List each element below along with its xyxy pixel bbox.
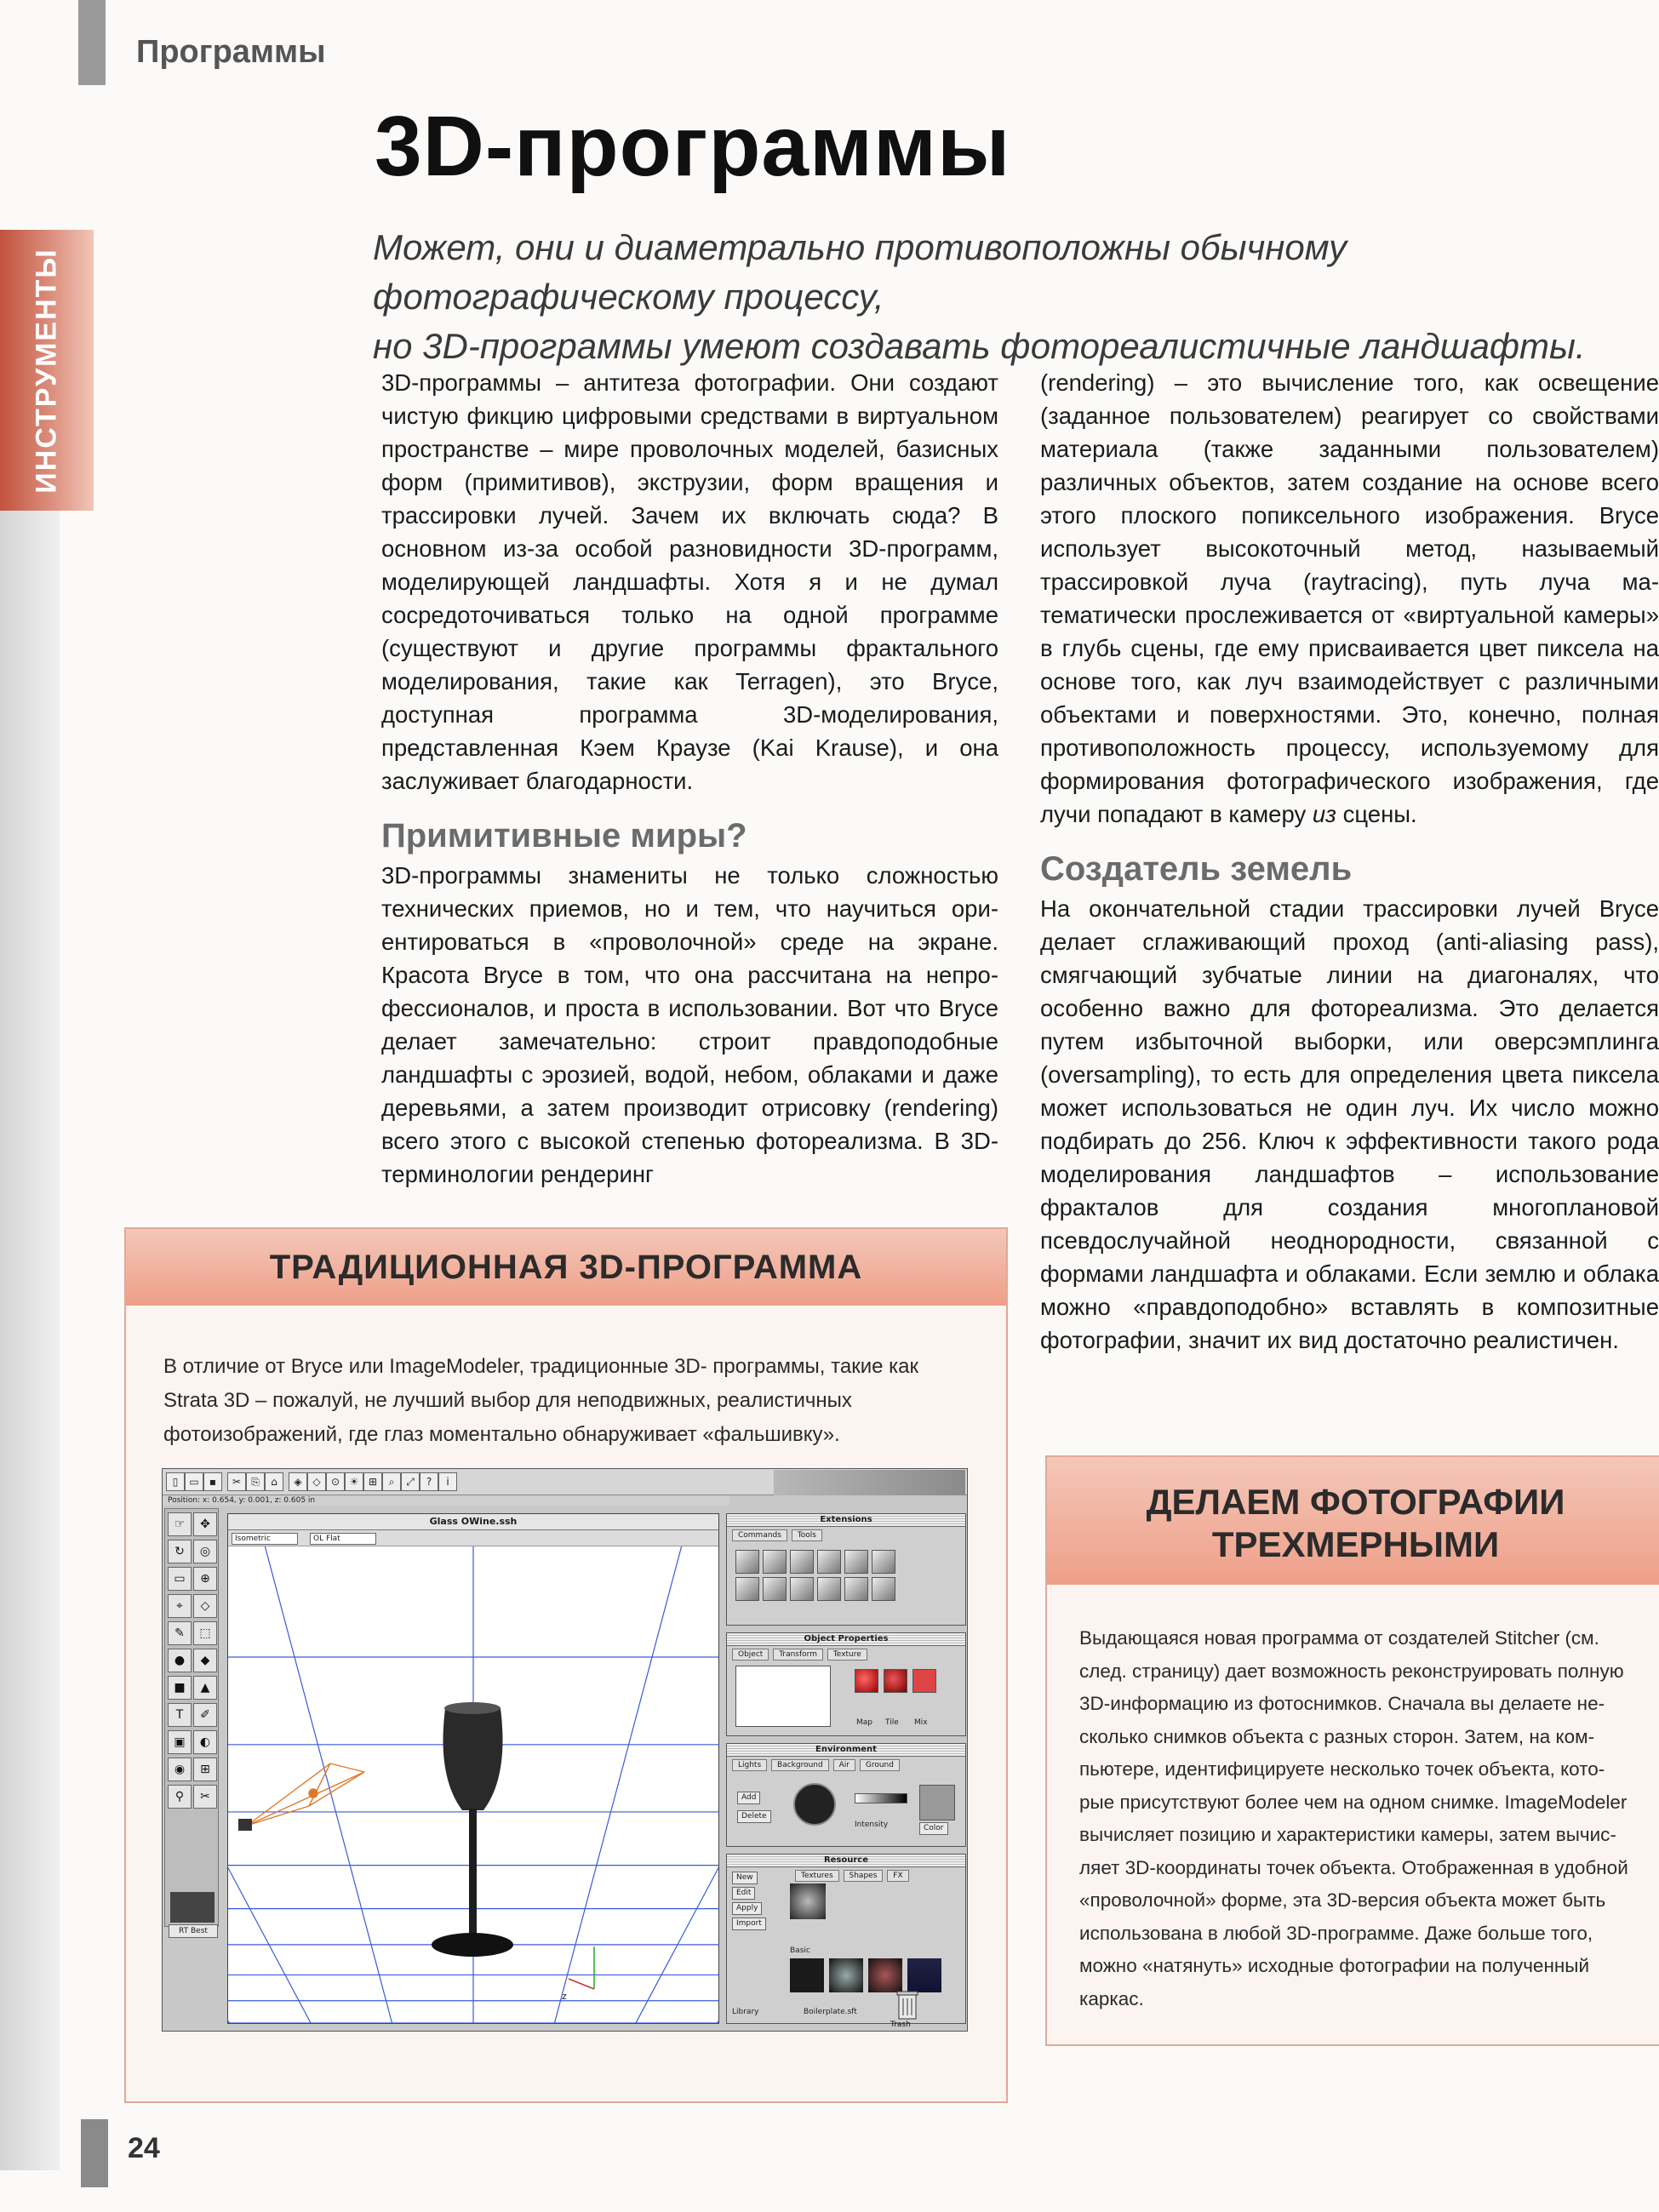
paste-icon[interactable]: ⌂ (265, 1472, 283, 1491)
document-toolbar (228, 1530, 718, 1546)
document-window (227, 1513, 719, 2024)
extensions-panel (726, 1513, 966, 1626)
extension-tool-icon[interactable] (844, 1550, 868, 1574)
axis-z-label: z (562, 1991, 567, 2002)
grid-icon[interactable]: ⊞ (363, 1472, 382, 1491)
axis-gizmo (562, 1946, 594, 2002)
preview-icon[interactable]: ◇ (307, 1472, 326, 1491)
tool-button[interactable]: ⚲ (168, 1785, 192, 1809)
intensity-label: Intensity (855, 1820, 889, 1829)
tool-button[interactable]: ☞ (168, 1512, 192, 1536)
panel-tabs (732, 1529, 824, 1540)
help-icon[interactable]: ? (420, 1472, 438, 1491)
grid-line (228, 1546, 230, 2023)
page-number: 24 (128, 2132, 160, 2164)
object-properties-panel (726, 1632, 966, 1736)
tab-air[interactable]: Air (833, 1759, 855, 1771)
color-swatch[interactable] (919, 1785, 955, 1820)
texture-thumb-3[interactable] (868, 1958, 902, 1992)
tool-button[interactable]: ◇ (193, 1594, 217, 1618)
cut-icon[interactable]: ✂ (227, 1472, 246, 1491)
open-file-icon[interactable]: ▭ (185, 1472, 203, 1491)
panel-tabs (732, 1649, 869, 1659)
grid-line (228, 1546, 392, 2023)
tool-button[interactable]: ◎ (193, 1540, 217, 1563)
panel-tabs (732, 1759, 901, 1769)
texture-preview[interactable] (735, 1666, 831, 1727)
tab-transform[interactable]: Transform (773, 1649, 823, 1660)
camera-icon[interactable]: ⊙ (326, 1472, 345, 1491)
extension-tool-icon[interactable] (763, 1577, 787, 1601)
tool-button[interactable]: ✂ (193, 1785, 217, 1809)
trash-icon[interactable] (895, 1988, 920, 2022)
intensity-slider[interactable] (855, 1793, 907, 1803)
tab-textures[interactable]: Textures (795, 1870, 839, 1882)
tab-shapes[interactable]: Shapes (844, 1870, 884, 1882)
sidebar-box-3d-photos (1045, 1455, 1659, 2046)
render-quality-select[interactable]: RT Best (169, 1924, 218, 1938)
software-screenshot (162, 1468, 968, 2032)
tool-button[interactable]: ⌖ (168, 1594, 192, 1618)
emphasis: из (1312, 801, 1336, 827)
tool-button[interactable]: ✥ (193, 1512, 217, 1536)
panel-title: Environment (727, 1744, 965, 1757)
paragraph: 3D-программы – антитеза фотографии. Они создают чистую фикцию цифровыми средствами в виртуальном пространстве – мире проволочных моделей, базисных форм (примитивов), экструзии, форм вращения и трассировки лучей. Зачем их включать сюда? В основном из-за особой разновидности 3D-программ, моделирующей ландшафты. Хотя я и не думал сосредоточиваться только на одной программе (существуют и другие программы фрактального моделирования, такие как Terragen), это Bryce, доступная программа 3D-моделирования, представленная Кэем Краузе (Kai Krause), и она заслуживает благодарности. (381, 369, 998, 794)
box-text: Выдающаяся новая программа от создателей Stitcher (см. след. страницу) дает возможность реконструировать полную 3D-информацию из фотоснимков. Сначала вы делаете несколько снимков объекта с разных сторон. Затем, на компьютере, идентифицируете несколько точек объекта, которые присутствуют более чем на одном снимке. ImageModeler вычисляет позицию и характеристики камеры, затем вычисляет 3D-координаты точек объекта. Отображенная в удобной «проволочной» форме, эта 3D-версия объекта может быть использована в любой 3D-программе. Даже больше того, можно «натянуть» исходные фотографии на полученный каркас. (1079, 1627, 1628, 2009)
texture-thumbnail[interactable] (790, 1883, 826, 1919)
tab-background[interactable]: Background (771, 1759, 829, 1771)
column-1 (381, 366, 998, 1191)
tab-fx[interactable]: FX (887, 1870, 908, 1882)
extension-tool-icon[interactable] (735, 1550, 759, 1574)
tab-ground[interactable]: Ground (860, 1759, 900, 1771)
tool-button[interactable]: ⊞ (193, 1758, 217, 1781)
tab-commands[interactable]: Commands (732, 1529, 787, 1541)
environment-panel (726, 1743, 966, 1847)
tool-button[interactable]: ▭ (168, 1567, 192, 1591)
extension-tool-icon[interactable] (872, 1577, 895, 1601)
zoom-icon[interactable]: ⌕ (382, 1472, 401, 1491)
tool-button[interactable]: ↻ (168, 1540, 192, 1563)
tab-texture[interactable]: Texture (827, 1649, 867, 1660)
tool-button[interactable]: ✐ (193, 1703, 217, 1727)
label-map: Map (856, 1718, 872, 1727)
subheading-land-creator: Создатель земель (1040, 850, 1353, 888)
panel-title: Extensions (727, 1514, 965, 1527)
label-mix: Mix (914, 1718, 928, 1727)
tool-button[interactable]: ◆ (193, 1649, 217, 1672)
tool-button[interactable]: ⬚ (193, 1621, 217, 1645)
position-readout: Position: x: 0.654, y: 0.001, z: 0.605 in (163, 1495, 729, 1506)
camera-icon[interactable] (238, 1819, 252, 1831)
resource-panel (726, 1854, 966, 2024)
wine-glass-model[interactable] (432, 1702, 513, 1957)
copy-icon[interactable]: ⎘ (246, 1472, 265, 1491)
page-number-marker (81, 2119, 108, 2187)
new-file-icon[interactable]: ▯ (166, 1472, 185, 1491)
edit-resource-button[interactable]: Edit (732, 1887, 755, 1900)
basic-label: Basic (790, 1946, 810, 1955)
extension-tool-icon[interactable] (872, 1550, 895, 1574)
extension-tool-icon[interactable] (817, 1577, 841, 1601)
paragraph: 3D-программы знамениты не только сложностью технических приемов, но и тем, что научиться ориентироваться в «проволочной» среде на экране. Красота Bryce в том, что она рассчитана на непрофессионалов, и проста в использовании. Вот что Bryce делает замечательно: строит правдоподобные ландшафты с эрозией, водой, небом, облаками и даже деревьями, а затем производит отрисовку (rendering) всего этого с высокой степенью фотореализма. В 3D-терминологии рендеринг (381, 862, 998, 1187)
fit-icon[interactable]: ⤢ (401, 1472, 420, 1491)
grid-line (636, 1546, 718, 2023)
chapter-tab-label: ИНСТРУМЕНТЫ (30, 247, 63, 494)
label-tile: Tile (885, 1718, 899, 1727)
extension-tool-icon[interactable] (735, 1577, 759, 1601)
box-heading: ТРАДИЦИОННАЯ 3D-ПРОГРАММА (126, 1229, 1006, 1306)
box-heading-line-1: ДЕЛАЕМ ФОТОГРАФИИ (1146, 1482, 1565, 1522)
texture-swatch-mix[interactable] (912, 1669, 936, 1693)
library-label[interactable]: Library (732, 2008, 759, 2016)
tool-button[interactable]: ▣ (168, 1730, 192, 1754)
new-resource-button[interactable]: New (732, 1872, 758, 1884)
import-resource-button[interactable]: Import (732, 1918, 766, 1930)
top-tab-marker (78, 0, 106, 85)
tab-tools[interactable]: Tools (792, 1529, 822, 1541)
lead-line-1: Может, они и диаметрально противоположны обычному фотографическому процессу, (373, 227, 1347, 317)
grid-line (554, 1546, 718, 2023)
library-file[interactable]: Boilerplate.sft (804, 2008, 857, 2016)
subheading-primitive-worlds: Примитивные миры? (381, 817, 747, 855)
extension-tool-icon[interactable] (844, 1577, 868, 1601)
tab-lights[interactable]: Lights (732, 1759, 767, 1771)
side-strip (0, 0, 94, 2212)
page-title: 3D-программы (375, 99, 1011, 194)
tool-button[interactable]: ▲ (193, 1676, 217, 1700)
render-camera-thumbnail[interactable] (170, 1892, 215, 1923)
texture-thumb-2[interactable] (829, 1958, 863, 1992)
info-icon[interactable]: i (438, 1472, 457, 1491)
side-gradient (0, 511, 60, 2170)
paragraph: На окончательной стадии трассировки лучей Bryce делает сглаживающий проход (anti-aliasing pass), смягчающий зубчатые линии на диагоналях, что особенно важно для фотореализма. Это делается путем избыточной выборки, или оверсэмплинга (oversampling), то есть для определения цвета пиксела может использоваться не один луч. Их число можно подбирать до 256. Ключ к эффективности такого рода моделирования ландшафтов – использование фракталов для создания многоплановой псевдослучайной неоднородности, связанной с формами ландшафта и облаками. Если землю и облака можно «правдоподобно» вставлять в композитные фотографии, значит их вид достаточно реалистичен. (1040, 895, 1659, 1353)
paragraph-tail: сцены. (1336, 801, 1417, 827)
extension-tool-icon[interactable] (790, 1550, 814, 1574)
delete-light-button[interactable]: Delete (737, 1810, 771, 1823)
extension-tool-icon[interactable] (763, 1550, 787, 1574)
section-label: Программы (136, 34, 326, 70)
save-file-icon[interactable]: ▪ (203, 1472, 222, 1491)
column-2 (1040, 366, 1659, 1357)
app-logo-cluster (774, 1470, 965, 1495)
tool-button[interactable]: T (168, 1703, 192, 1727)
tab-object[interactable]: Object (732, 1649, 769, 1660)
tool-button[interactable]: ◐ (193, 1730, 217, 1754)
extension-tool-icon[interactable] (790, 1577, 814, 1601)
panel-title: Resource (727, 1855, 965, 1867)
light-direction-dial[interactable] (793, 1783, 836, 1826)
tool-button[interactable]: ⊕ (193, 1567, 217, 1591)
lead-paragraph (373, 223, 1658, 371)
color-button[interactable]: Color (919, 1822, 948, 1835)
chapter-tab-label-wrap (0, 230, 94, 511)
box-heading-line-2: ТРЕХМЕРНЫМИ (1211, 1524, 1500, 1564)
box-text: В отличие от Bryce или ImageModeler, традиционные 3D- программы, такие как Strata 3D – пожалуй, не лучший выбор для неподвижных, реалистичных фотоизображений, где глаз моментально обнаруживает «фальшивку». (163, 1355, 919, 1446)
viewport-3d[interactable] (228, 1546, 718, 2023)
tool-button[interactable]: ● (168, 1649, 192, 1672)
panel-title: Object Properties (727, 1633, 965, 1646)
texture-thumb-4[interactable] (907, 1958, 941, 1992)
lead-line-2: но 3D-программы умеют создавать фотореалистичные ландшафты. (373, 326, 1586, 366)
toolbox-palette (164, 1508, 219, 1935)
camera-frustum[interactable] (247, 1763, 364, 1826)
box-heading (1047, 1457, 1659, 1585)
document-title: Glass OWine.ssh (228, 1514, 718, 1530)
texture-thumb-1[interactable] (790, 1958, 824, 1992)
view-select[interactable]: Isometric (232, 1533, 298, 1545)
paragraph-text: (rendering) – это вычисление того, как освещение (заданное пользователем) реагирует со свойствами материала (также заданными пользователем) различных объектов, затем создание на основе всего этого плоского попиксельного изображения. Bryce использует высокоточный метод, называемый трассировкой луча (raytracing), путь луча математически прослеживается от «виртуальной камеры» в глубь сцены, где ему присваивается цвет пиксела на основе того, как луч взаимодействует с различными объектами и поверхностями. Это, конечно, полная противоположность процессу, используемому для формирования фотографического изображения, где лучи попадают в камеру (1040, 369, 1659, 827)
grid-line (717, 1546, 718, 2023)
tool-button[interactable]: ■ (168, 1676, 192, 1700)
tool-button[interactable]: ✎ (168, 1621, 192, 1645)
tool-button[interactable]: ◉ (168, 1758, 192, 1781)
render-icon[interactable]: ◈ (289, 1472, 307, 1491)
add-light-button[interactable]: Add (737, 1792, 760, 1804)
trash-label: Trash (890, 2021, 911, 2029)
apply-resource-button[interactable]: Apply (732, 1902, 762, 1915)
texture-swatch-tile[interactable] (884, 1669, 907, 1693)
extension-tool-icon[interactable] (817, 1550, 841, 1574)
light-icon[interactable]: ☀ (345, 1472, 363, 1491)
app-toolbar (163, 1469, 967, 1495)
paragraph (1040, 366, 1659, 831)
texture-swatch-map[interactable] (855, 1669, 878, 1693)
panel-tabs (795, 1870, 911, 1880)
grid-line (228, 1546, 311, 2023)
shading-select[interactable]: OL Flat (310, 1533, 376, 1545)
